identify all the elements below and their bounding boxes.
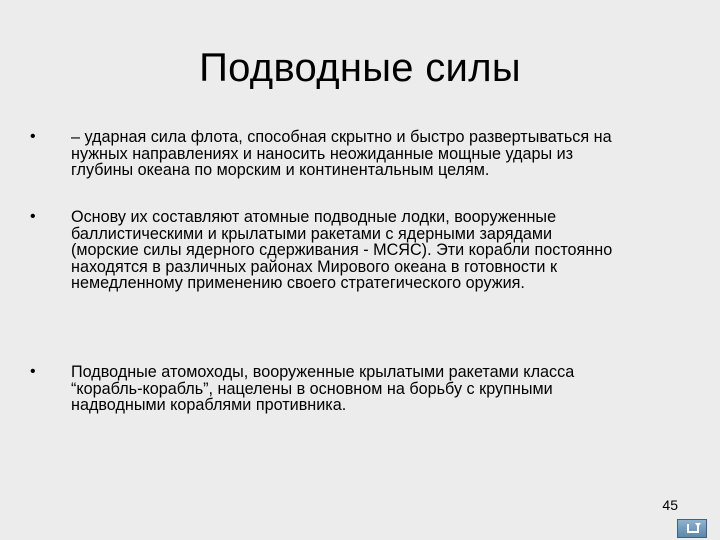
bullet-marker: • bbox=[30, 208, 36, 225]
page-number: 45 bbox=[662, 497, 678, 513]
text-line: “корабль-корабль”, нацелены в основном на борьбу с крупными bbox=[71, 379, 553, 398]
bullet-text bbox=[71, 364, 691, 414]
text-line: (морские силы ядерного сдерживания - МСЯС). Эти корабли постоянно bbox=[71, 241, 613, 259]
bullet-marker: • bbox=[30, 128, 36, 145]
text-line: баллистическими и крылатыми ракетами с ядерными зарядами bbox=[71, 224, 553, 243]
text-line: немедленному применению своего стратегического оружия. bbox=[71, 274, 525, 292]
return-button[interactable] bbox=[677, 519, 707, 538]
bullet-text bbox=[71, 129, 691, 179]
return-arrow-icon bbox=[685, 522, 701, 536]
text-line: находятся в различных районах Мирового океана в готовности к bbox=[71, 257, 558, 276]
text-line: надводными кораблями противника. bbox=[71, 396, 347, 414]
text-line: Основу их составляют атомные подводные лодки, вооруженные bbox=[71, 208, 557, 226]
bullet-marker: • bbox=[30, 363, 36, 380]
text-line: Подводные атомоходы, вооруженные крылатыми ракетами класса bbox=[71, 363, 575, 381]
text-line: – ударная сила флота, способная скрытно и быстро развертываться на bbox=[71, 128, 612, 146]
text-line: глубины океана по морским и континентальным целям. bbox=[71, 161, 490, 179]
bullet-text bbox=[71, 209, 691, 292]
slide-title: Подводные силы bbox=[199, 46, 521, 90]
text-line: нужных направлениях и наносить неожиданные мощные удары из bbox=[71, 144, 574, 163]
